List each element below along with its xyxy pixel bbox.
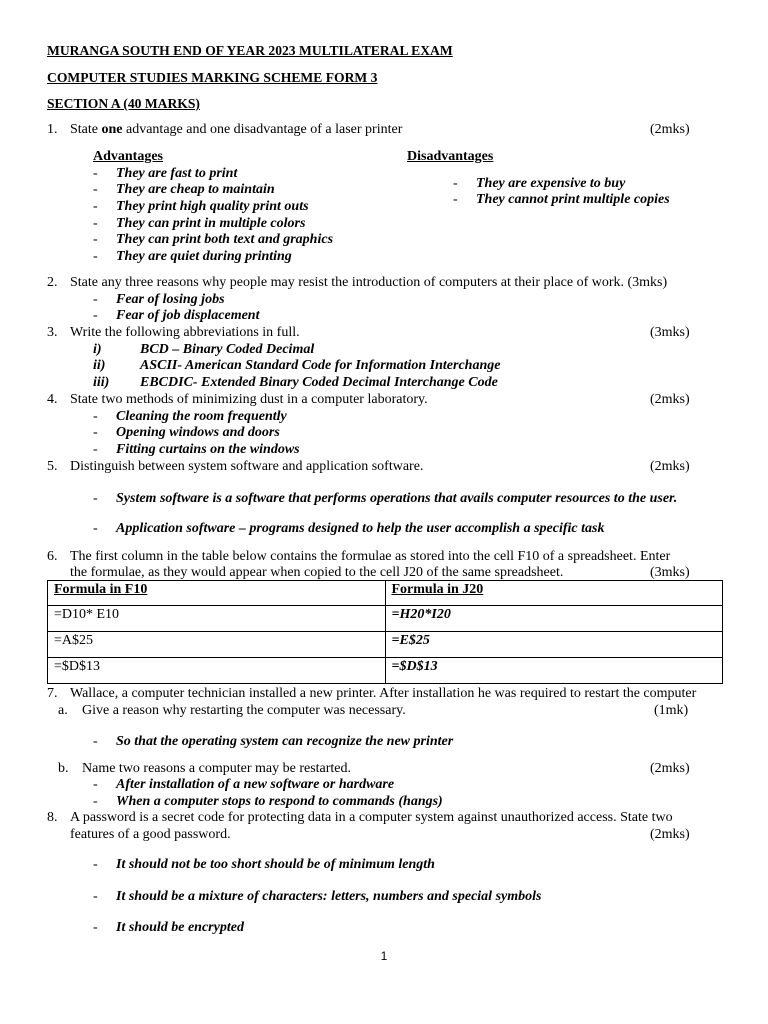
list-item: - Fitting curtains on the windows	[93, 442, 300, 457]
q6-text-line2: the formulae, as they would appear when copied to the cell J20 of the same spreadsheet.	[70, 565, 564, 580]
q2-number: 2.	[47, 275, 58, 290]
list-item: - They can print in multiple colors	[93, 216, 306, 231]
page-number: 1	[380, 949, 388, 963]
table-cell: =$D$13	[48, 658, 386, 684]
q4-number: 4.	[47, 392, 58, 407]
list-item: - They print high quality print outs	[93, 199, 309, 214]
q7-text: Wallace, a computer technician installed a new printer. After installation he was required to restart the computer	[70, 686, 697, 701]
list-item: - They are cheap to maintain	[93, 182, 275, 197]
q4-marks: (2mks)	[650, 392, 690, 407]
list-item: ii) ASCII- American Standard Code for Information Interchange	[93, 358, 501, 373]
q5-text: Distinguish between system software and application software.	[70, 459, 424, 474]
table-cell: =A$25	[48, 632, 386, 658]
q5-number: 5.	[47, 459, 58, 474]
list-item: - When a computer stops to respond to commands (hangs)	[93, 794, 443, 809]
marking-scheme-title: COMPUTER STUDIES MARKING SCHEME FORM 3	[47, 70, 378, 85]
table-cell: =$D$13	[385, 658, 723, 684]
q6-marks: (3mks)	[650, 565, 690, 580]
q8-number: 8.	[47, 810, 58, 825]
q7b-text: Name two reasons a computer may be restarted.	[82, 761, 352, 776]
q3-marks: (3mks)	[650, 325, 690, 340]
column-header-f10: Formula in F10	[48, 581, 386, 606]
list-item: - They are expensive to buy	[453, 176, 626, 191]
list-item: - System software is a software that performs operations that avails computer resources to the user.	[93, 491, 678, 506]
q5-marks: (2mks)	[650, 459, 690, 474]
table-row	[48, 632, 723, 658]
q7b-marks: (2mks)	[650, 761, 690, 776]
q7-number: 7.	[47, 686, 58, 701]
list-item: - Application software – programs designed to help the user accomplish a specific task	[93, 521, 605, 536]
list-item: iii) EBCDIC- Extended Binary Coded Decimal Interchange Code	[93, 375, 498, 390]
list-item: - They can print both text and graphics	[93, 232, 334, 247]
list-item: - Fear of job displacement	[93, 308, 260, 323]
q6-number: 6.	[47, 549, 58, 564]
q7b-label: b.	[58, 761, 69, 776]
list-item: i) BCD – Binary Coded Decimal	[93, 342, 315, 357]
advantages-heading: Advantages	[93, 149, 164, 164]
list-item: - Fear of losing jobs	[93, 292, 225, 307]
q3-text: Write the following abbreviations in full.	[70, 325, 300, 340]
list-item: - It should be encrypted	[93, 920, 244, 935]
q1-text: State one advantage and one disadvantage of a laser printer	[70, 122, 403, 137]
table-row	[48, 658, 723, 684]
list-item: - It should be a mixture of characters: letters, numbers and special symbols	[93, 889, 542, 904]
table-cell: =D10* E10	[48, 606, 386, 632]
list-item: - They are quiet during printing	[93, 249, 292, 264]
exam-title: MURANGA SOUTH END OF YEAR 2023 MULTILATERAL EXAM	[47, 43, 453, 58]
q8-marks: (2mks)	[650, 827, 690, 842]
list-item: - They cannot print multiple copies	[453, 192, 670, 207]
list-item: - Opening windows and doors	[93, 425, 280, 440]
list-item: - It should not be too short should be of minimum length	[93, 857, 435, 872]
q7a-label: a.	[58, 703, 68, 718]
column-header-j20: Formula in J20	[385, 581, 723, 606]
q1-number: 1.	[47, 122, 58, 137]
disadvantages-heading: Disadvantages	[407, 149, 494, 164]
q6-text-line1: The first column in the table below contains the formulae as stored into the cell F10 of a spreadsheet. Enter	[70, 549, 671, 564]
q8-text-line2: features of a good password.	[70, 827, 231, 842]
q7a-text: Give a reason why restarting the computer was necessary.	[82, 703, 406, 718]
q2-text: State any three reasons why people may resist the introduction of computers at their place of work. (3mks)	[70, 275, 668, 290]
q1-marks: (2mks)	[650, 122, 690, 137]
table-cell: =H20*I20	[385, 606, 723, 632]
section-title: SECTION A (40 MARKS)	[47, 96, 200, 111]
list-item: - They are fast to print	[93, 166, 238, 181]
q7a-marks: (1mk)	[654, 703, 689, 718]
list-item: - After installation of a new software or hardware	[93, 777, 395, 792]
q3-number: 3.	[47, 325, 58, 340]
list-item: - So that the operating system can recognize the new printer	[93, 734, 454, 749]
list-item: - Cleaning the room frequently	[93, 409, 287, 424]
formula-table	[47, 580, 723, 684]
table-cell: =E$25	[385, 632, 723, 658]
table-header-row	[48, 581, 723, 606]
q4-text: State two methods of minimizing dust in a computer laboratory.	[70, 392, 428, 407]
q8-text-line1: A password is a secret code for protecting data in a computer system against unauthorized access. State two	[70, 810, 673, 825]
table-row	[48, 606, 723, 632]
